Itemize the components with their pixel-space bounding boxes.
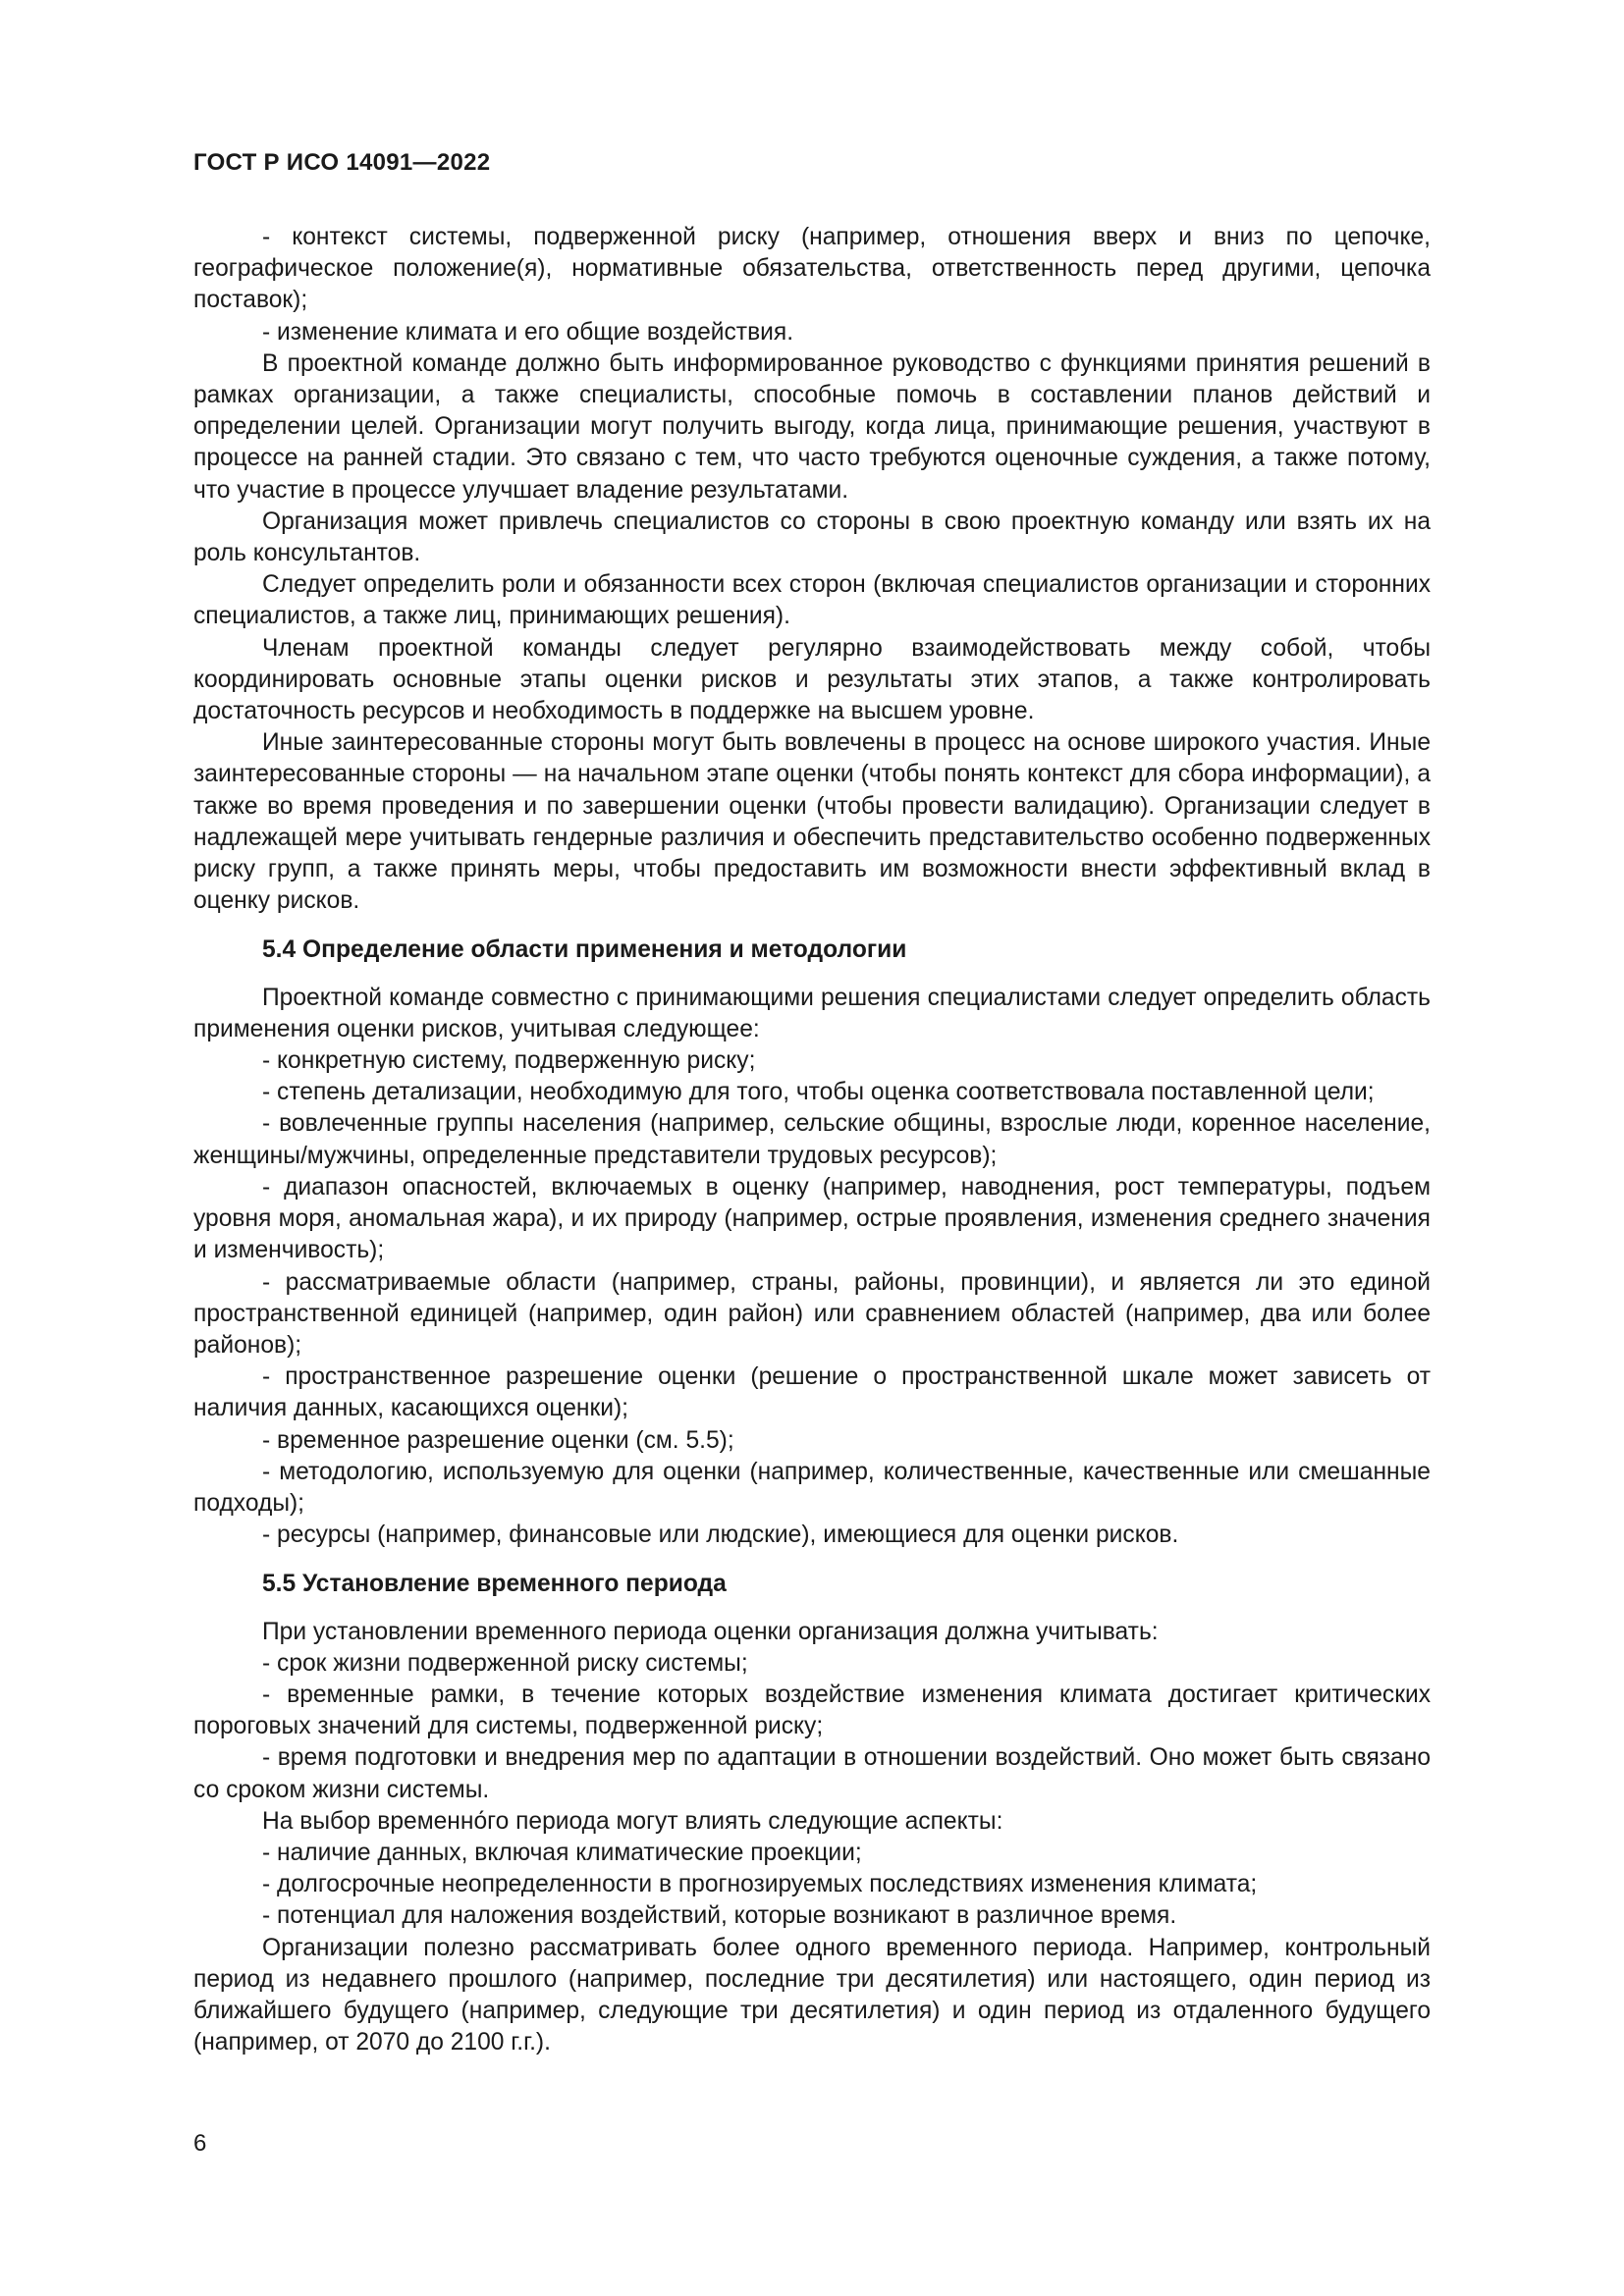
paragraph: На выбор временно́го периода могут влиять следующие аспекты: xyxy=(262,1807,1003,1835)
document-header: ГОСТ Р ИСО 14091—2022 xyxy=(193,149,491,176)
list-item: - рассматриваемые области (например, страны, районы, провинции), и является ли это единой пространственной единицей (например, один район) или сравнением областей (например, два или более районов); xyxy=(193,1268,1431,1359)
list-item: - вовлеченные группы населения (например, сельские общины, взрослые люди, коренное население, женщины/мужчины, определенные представители трудовых ресурсов); xyxy=(193,1110,1431,1169)
list-item: - ресурсы (например, финансовые или людские), имеющиеся для оценки рисков. xyxy=(262,1522,1179,1549)
section-heading-5-5: 5.5 Установление временного периода xyxy=(262,1571,727,1598)
paragraph: Организация может привлечь специалистов со стороны в свою проектную команду или взять их на роль консультантов. xyxy=(193,507,1431,567)
paragraph: - изменение климата и его общие воздействия. xyxy=(262,318,794,346)
paragraph: В проектной команде должно быть информированное руководство с функциями принятия решений в рамках организации, а также специалисты, способные помочь в составлении планов действий и определении целей. Организации могут получить выгоду, когда лица, принимающие решения, участвуют в процессе на ранней стадии. Это связано с тем, что часто требуются оценочные суждения, а также потому, что участие в процессе улучшает владение результатами. xyxy=(193,349,1431,504)
section-heading-5-4: 5.4 Определение области применения и методологии xyxy=(262,936,907,964)
list-item: - степень детализации, необходимую для того, чтобы оценка соответствовала поставленной цели; xyxy=(262,1079,1375,1106)
paragraph: Иные заинтересованные стороны могут быть вовлечены в процесс на основе широкого участия. Иные заинтересованные стороны — на начальном этапе оценки (чтобы понять контекст для сбора информации), а также во время проведения и по завершении оценки (чтобы провести валидацию). Организации следует в надлежащей мере учитывать гендерные различия и обеспечить представительство особенно подверженных риску групп, а также принять меры, чтобы предоставить им возможности внести эффективный вклад в оценку рисков. xyxy=(193,729,1431,915)
paragraph: Следует определить роли и обязанности всех сторон (включая специалистов организации и сторонних специалистов, а также лиц, принимающих решения). xyxy=(193,571,1431,630)
paragraph: Проектной команде совместно с принимающими решения специалистами следует определить область применения оценки рисков, учитывая следующее: xyxy=(193,984,1431,1042)
paragraph: - контекст системы, подверженной риску (например, отношения вверх и вниз по цепочке, географическое положение(я), нормативные обязательства, ответственность перед другими, цепочка поставок); xyxy=(193,224,1431,314)
list-item: - потенциал для наложения воздействий, которые возникают в различное время. xyxy=(262,1902,1177,1930)
paragraph: Членам проектной команды следует регулярно взаимодействовать между собой, чтобы координировать основные этапы оценки рисков и результаты этих этапов, а также контролировать достаточность ресурсов и необходимость в поддержке на высшем уровне. xyxy=(193,634,1431,725)
document-body xyxy=(193,222,1431,2058)
paragraph: Организации полезно рассматривать более одного временного периода. Например, контрольный период из недавнего прошлого (например, последние три десятилетия) или настоящего, один период из ближайшего будущего (например, следующие три десятилетия) и один период из отдаленного будущего (например, от 2070 до 2100 г.г.). xyxy=(193,1934,1431,2056)
list-item: - наличие данных, включая климатические проекции; xyxy=(262,1839,862,1866)
list-item: - конкретную систему, подверженную риску; xyxy=(262,1047,756,1075)
list-item: - временное разрешение оценки (см. 5.5); xyxy=(262,1426,734,1454)
list-item: - пространственное разрешение оценки (решение о пространственной шкале может зависеть от наличия данных, касающихся оценки); xyxy=(193,1363,1431,1422)
list-item: - время подготовки и внедрения мер по адаптации в отношении воздействий. Оно может быть связано со сроком жизни системы. xyxy=(193,1744,1431,1803)
list-item: - временные рамки, в течение которых воздействие изменения климата достигает критических пороговых значений для системы, подверженной риску; xyxy=(193,1681,1431,1740)
list-item: - методологию, используемую для оценки (например, количественные, качественные или смешанные подходы); xyxy=(193,1458,1431,1517)
list-item: - диапазон опасностей, включаемых в оценку (например, наводнения, рост температуры, подъем уровня моря, аномальная жара), и их природу (например, острые проявления, изменения среднего значения и изменчивость); xyxy=(193,1173,1431,1264)
list-item: - срок жизни подверженной риску системы; xyxy=(262,1649,748,1677)
page-number: 6 xyxy=(193,2130,207,2157)
paragraph: При установлении временного периода оценки организация должна учитывать: xyxy=(262,1618,1159,1645)
list-item: - долгосрочные неопределенности в прогнозируемых последствиях изменения климата; xyxy=(262,1871,1258,1898)
